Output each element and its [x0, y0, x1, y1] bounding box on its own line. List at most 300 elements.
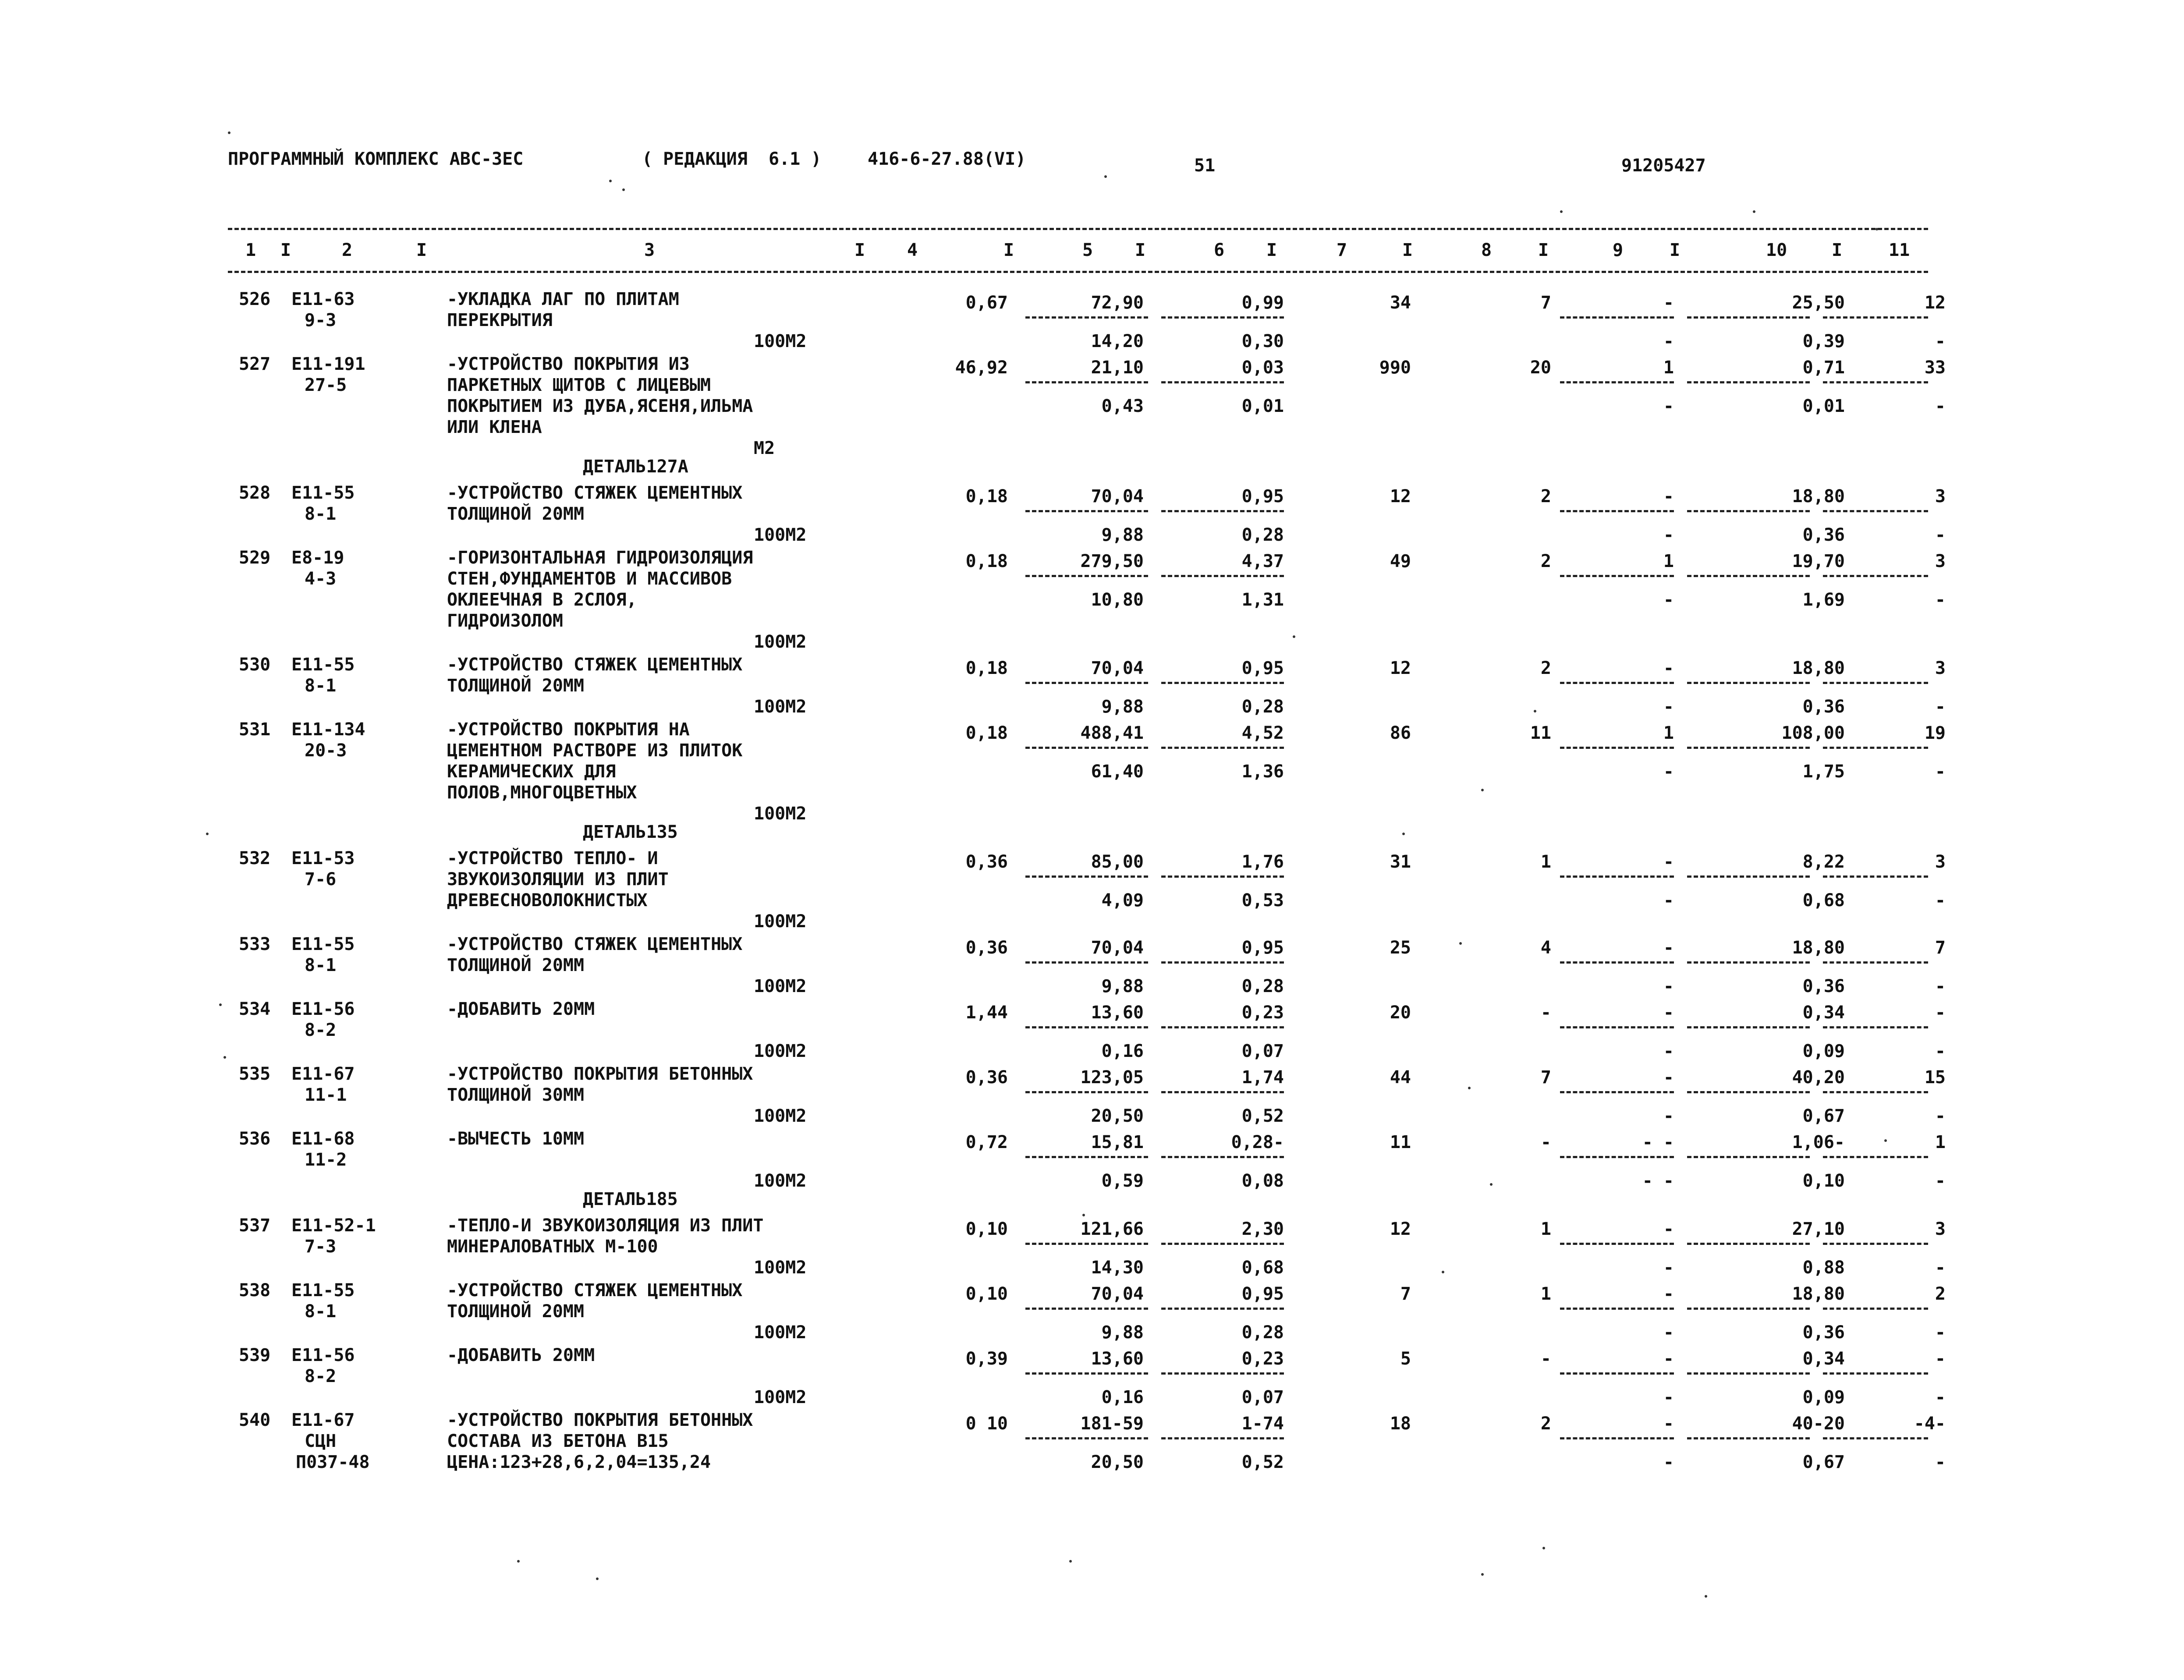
row-subcode: 4-3 — [305, 569, 337, 589]
row-description: -УСТРОЙСТВО ТЕПЛО- И — [447, 848, 658, 868]
row-code: Е11-191 — [291, 354, 365, 374]
value-separator — [1025, 1243, 1148, 1245]
row-quantity: 0,10 — [965, 1284, 1008, 1304]
row-col5-sub: 9,88 — [1101, 525, 1144, 545]
row-description: -УСТРОЙСТВО ПОКРЫТИЯ БЕТОННЫХ — [447, 1064, 753, 1084]
row-col5-main: 121,66 — [1080, 1219, 1144, 1239]
row-col11-sub: - — [1935, 1452, 1946, 1472]
row-col10-sub: 1,69 — [1802, 590, 1845, 610]
section-label: ДЕТАЛЬ127А — [583, 457, 688, 477]
value-separator — [1687, 575, 1810, 577]
row-col11-sub: - — [1935, 1171, 1946, 1191]
row-code: Е11-67 — [291, 1410, 355, 1430]
row-description: ДРЕВЕСНОВОЛОКНИСТЫХ — [447, 890, 648, 911]
row-quantity: 46,92 — [955, 358, 1008, 378]
row-unit: 100М2 — [754, 697, 807, 717]
row-col8: 20 — [1530, 358, 1551, 378]
value-separator — [1161, 875, 1284, 878]
column-header-5: 5 — [1082, 240, 1093, 260]
value-separator — [1823, 682, 1928, 684]
row-col11-sub: - — [1935, 762, 1946, 782]
row-col10-main: 0,71 — [1802, 358, 1845, 378]
row-col9-main: - — [1663, 658, 1674, 678]
row-col5-main: 181-59 — [1080, 1414, 1144, 1434]
row-col8: 1 — [1540, 1284, 1551, 1304]
value-separator — [1025, 682, 1148, 684]
row-subcode-2: П037-48 — [296, 1452, 370, 1472]
document-code: 91205427 — [1621, 156, 1706, 176]
value-separator — [1687, 1026, 1810, 1028]
row-col9-main: - — [1663, 1219, 1674, 1239]
row-col7: 12 — [1390, 486, 1411, 507]
value-separator — [1687, 682, 1810, 684]
row-number: 528 — [239, 483, 271, 503]
value-separator — [1161, 381, 1284, 383]
value-separator — [1823, 510, 1928, 512]
row-col6-sub: 0,07 — [1241, 1387, 1284, 1407]
row-col10-sub: 0,67 — [1802, 1452, 1845, 1472]
row-quantity: 0,39 — [965, 1349, 1008, 1369]
row-quantity: 0,67 — [965, 293, 1008, 313]
row-col5-sub: 61,40 — [1091, 762, 1144, 782]
value-separator — [1161, 1026, 1284, 1028]
row-col11-main: 15 — [1924, 1067, 1946, 1088]
row-subcode: 7-6 — [305, 869, 337, 890]
value-separator — [1161, 1372, 1284, 1375]
row-col5-main: 70,04 — [1091, 658, 1144, 678]
row-col8: 1 — [1540, 1219, 1551, 1239]
row-col9-main: - — [1663, 486, 1674, 507]
value-separator — [1161, 682, 1284, 684]
value-separator — [1025, 747, 1148, 749]
row-col11-sub: - — [1935, 976, 1946, 996]
value-separator — [1560, 747, 1674, 749]
column-header-11: 11 — [1889, 240, 1910, 260]
row-col5-main: 15,81 — [1091, 1132, 1144, 1152]
top-rule — [228, 228, 1928, 230]
row-description: ЦЕМЕНТНОМ РАСТВОРЕ ИЗ ПЛИТОК — [447, 741, 743, 761]
row-col7: 20 — [1390, 1003, 1411, 1023]
value-separator — [1687, 381, 1810, 383]
row-col11-main: 3 — [1935, 486, 1946, 507]
value-separator — [1687, 1372, 1810, 1375]
row-code: Е11-68 — [291, 1129, 355, 1149]
row-col7: 7 — [1400, 1284, 1411, 1304]
row-number: 535 — [239, 1064, 271, 1084]
row-col11-main: 19 — [1924, 723, 1946, 743]
row-col9-main: - - — [1642, 1132, 1674, 1152]
value-separator — [1161, 575, 1284, 577]
row-number: 530 — [239, 655, 271, 675]
row-col11-main: 7 — [1935, 938, 1946, 958]
row-number: 529 — [239, 548, 271, 568]
row-col10-sub: 0,01 — [1802, 396, 1845, 416]
row-code: Е11-67 — [291, 1064, 355, 1084]
value-separator — [1025, 381, 1148, 383]
row-col11-main: - — [1935, 1003, 1946, 1023]
row-col11-sub: - — [1935, 890, 1946, 911]
row-description: -УСТРОЙСТВО СТЯЖЕК ЦЕМЕНТНЫХ — [447, 1280, 743, 1301]
value-separator — [1560, 1308, 1674, 1310]
value-separator — [1161, 316, 1284, 319]
scan-speck — [1490, 1183, 1493, 1186]
row-col8: 11 — [1530, 723, 1551, 743]
row-code: Е11-53 — [291, 848, 355, 868]
value-separator — [1025, 1372, 1148, 1375]
scan-speck — [1293, 635, 1295, 638]
row-col11-sub: - — [1935, 590, 1946, 610]
scan-speck — [1069, 1560, 1072, 1563]
row-description: ЗВУКОИЗОЛЯЦИИ ИЗ ПЛИТ — [447, 869, 669, 890]
value-separator — [1560, 575, 1674, 577]
row-col8: 7 — [1540, 1067, 1551, 1088]
row-col11-main: - — [1935, 1349, 1946, 1369]
row-col11-main: 1 — [1935, 1132, 1946, 1152]
row-col9-sub: - — [1663, 525, 1674, 545]
row-col7: 990 — [1379, 358, 1411, 378]
value-separator — [1823, 575, 1928, 577]
row-col10-sub: 0,67 — [1802, 1106, 1845, 1126]
value-separator — [1823, 1243, 1928, 1245]
row-col5-main: 70,04 — [1091, 938, 1144, 958]
row-col9-main: 1 — [1663, 358, 1674, 378]
scan-speck — [1442, 1271, 1444, 1273]
value-separator — [1823, 961, 1928, 964]
row-subcode: 8-1 — [305, 504, 337, 524]
row-code: Е11-56 — [291, 999, 355, 1019]
row-col11-sub: - — [1935, 331, 1946, 351]
row-col6-sub: 0,52 — [1241, 1106, 1284, 1126]
value-separator — [1560, 316, 1674, 319]
row-col6-main: 1-74 — [1241, 1414, 1284, 1434]
row-col5-sub: 20,50 — [1091, 1452, 1144, 1472]
edition-label: ( РЕДАКЦИЯ 6.1 ) — [642, 149, 822, 169]
row-subcode: 8-1 — [305, 1301, 337, 1322]
row-code: Е11-134 — [291, 719, 365, 740]
row-col8: 2 — [1540, 658, 1551, 678]
row-col10-sub: 0,88 — [1802, 1258, 1845, 1278]
row-col10-sub: 0,09 — [1802, 1041, 1845, 1061]
row-col9-main: - — [1663, 1349, 1674, 1369]
column-header-4: 4 — [907, 240, 918, 260]
row-unit: 100М2 — [754, 1106, 807, 1126]
column-separator: I — [854, 240, 865, 260]
row-col8: 7 — [1540, 293, 1551, 313]
value-separator — [1687, 510, 1810, 512]
row-col10-main: 40,20 — [1792, 1067, 1845, 1088]
row-col6-main: 0,99 — [1241, 293, 1284, 313]
row-description: ПАРКЕТНЫХ ЩИТОВ С ЛИЦЕВЫМ — [447, 375, 711, 395]
row-col9-sub: - — [1663, 331, 1674, 351]
row-code: Е11-56 — [291, 1345, 355, 1365]
row-subcode: 11-2 — [305, 1150, 347, 1170]
row-col5-sub: 0,43 — [1101, 396, 1144, 416]
scan-speck — [1481, 789, 1484, 791]
row-description: ТОЛЩИНОЙ 20ММ — [447, 1301, 585, 1322]
row-col10-main: 19,70 — [1792, 551, 1845, 571]
row-col6-sub: 0,30 — [1241, 331, 1284, 351]
row-unit: 100М2 — [754, 911, 807, 932]
row-col6-sub: 1,36 — [1241, 762, 1284, 782]
row-quantity: 0 10 — [965, 1414, 1008, 1434]
row-unit: 100М2 — [754, 804, 807, 824]
column-separator: I — [1538, 240, 1549, 260]
row-col6-main: 0,23 — [1241, 1003, 1284, 1023]
row-description: -УСТРОЙСТВО ПОКРЫТИЯ БЕТОННЫХ — [447, 1410, 753, 1430]
column-separator: I — [1670, 240, 1681, 260]
row-subcode: 9-3 — [305, 310, 337, 330]
row-col6-sub: 0,28 — [1241, 976, 1284, 996]
row-col5-main: 21,10 — [1091, 358, 1144, 378]
row-col6-main: 2,30 — [1241, 1219, 1284, 1239]
row-quantity: 0,18 — [965, 486, 1008, 507]
value-separator — [1025, 1091, 1148, 1093]
scan-speck — [609, 180, 612, 182]
row-col11-main: 2 — [1935, 1284, 1946, 1304]
value-separator — [1687, 1243, 1810, 1245]
row-col5-sub: 9,88 — [1101, 697, 1144, 717]
value-separator — [1161, 1437, 1284, 1439]
row-col5-sub: 4,09 — [1101, 890, 1144, 911]
value-separator — [1161, 1091, 1284, 1093]
row-col9-main: - — [1663, 1003, 1674, 1023]
row-col5-sub: 9,88 — [1101, 976, 1144, 996]
row-number: 531 — [239, 719, 271, 740]
row-col5-main: 123,05 — [1080, 1067, 1144, 1088]
row-subcode: 8-1 — [305, 676, 337, 696]
scan-speck — [223, 1056, 226, 1059]
row-col6-main: 1,76 — [1241, 852, 1284, 872]
row-code: Е8-19 — [291, 548, 344, 568]
row-col11-main: 12 — [1924, 293, 1946, 313]
row-col9-sub: - — [1663, 1452, 1674, 1472]
project-code: 416-6-27.88(VI) — [868, 149, 1026, 169]
value-separator — [1560, 682, 1674, 684]
row-col7: 25 — [1390, 938, 1411, 958]
row-col8: 2 — [1540, 551, 1551, 571]
value-separator — [1560, 381, 1674, 383]
row-description: -УСТРОЙСТВО СТЯЖЕК ЦЕМЕНТНЫХ — [447, 655, 743, 675]
row-col6-sub: 0,28 — [1241, 1322, 1284, 1343]
row-description: -ДОБАВИТЬ 20ММ — [447, 1345, 595, 1365]
row-subcode: 8-2 — [305, 1366, 337, 1386]
row-unit: 100М2 — [754, 1387, 807, 1407]
row-col6-sub: 0,28 — [1241, 525, 1284, 545]
row-description: ГИДРОИЗОЛОМ — [447, 611, 563, 631]
row-unit: М2 — [754, 438, 775, 458]
row-code: Е11-63 — [291, 289, 355, 309]
scan-speck — [1542, 1547, 1545, 1549]
row-col6-sub: 0,08 — [1241, 1171, 1284, 1191]
row-col7: 86 — [1390, 723, 1411, 743]
row-quantity: 0,36 — [965, 938, 1008, 958]
row-col5-main: 488,41 — [1080, 723, 1144, 743]
value-separator — [1823, 1308, 1928, 1310]
value-separator — [1823, 1026, 1928, 1028]
row-col9-sub: - — [1663, 762, 1674, 782]
value-separator — [1025, 961, 1148, 964]
row-col11-sub: - — [1935, 396, 1946, 416]
row-col8: 2 — [1540, 1414, 1551, 1434]
value-separator — [1025, 510, 1148, 512]
value-separator — [1025, 1437, 1148, 1439]
value-separator — [1560, 1437, 1674, 1439]
row-col6-main: 0,23 — [1241, 1349, 1284, 1369]
value-separator — [1687, 1308, 1810, 1310]
row-col11-sub: - — [1935, 525, 1946, 545]
row-number: 538 — [239, 1280, 271, 1301]
value-separator — [1161, 1308, 1284, 1310]
scan-speck — [1104, 175, 1107, 178]
row-number: 540 — [239, 1410, 271, 1430]
column-header-3: 3 — [644, 240, 655, 260]
row-number: 532 — [239, 848, 271, 868]
row-col10-main: 18,80 — [1792, 938, 1845, 958]
value-separator — [1687, 875, 1810, 878]
row-subcode: СЦН — [305, 1431, 337, 1451]
row-number: 533 — [239, 934, 271, 954]
row-col8: 1 — [1540, 852, 1551, 872]
row-description: -УСТРОЙСТВО СТЯЖЕК ЦЕМЕНТНЫХ — [447, 934, 743, 954]
row-col10-main: 18,80 — [1792, 1284, 1845, 1304]
value-separator — [1560, 961, 1674, 964]
value-separator — [1823, 381, 1928, 383]
scan-speck — [517, 1560, 520, 1563]
row-col5-sub: 20,50 — [1091, 1106, 1144, 1126]
row-code: Е11-55 — [291, 934, 355, 954]
row-col7: 34 — [1390, 293, 1411, 313]
row-col6-main: 0,95 — [1241, 658, 1284, 678]
value-separator — [1161, 1243, 1284, 1245]
row-col10-main: 27,10 — [1792, 1219, 1845, 1239]
row-col11-main: 3 — [1935, 1219, 1946, 1239]
column-header-8: 8 — [1481, 240, 1492, 260]
row-col9-main: - — [1663, 1067, 1674, 1088]
row-col6-sub: 0,68 — [1241, 1258, 1284, 1278]
row-col9-sub: - — [1663, 396, 1674, 416]
column-header-1: 1 — [245, 240, 256, 260]
scan-speck — [1560, 210, 1563, 213]
row-col9-main: - — [1663, 1414, 1674, 1434]
scan-speck — [1481, 1573, 1484, 1576]
row-quantity: 1,44 — [965, 1003, 1008, 1023]
value-separator — [1823, 1437, 1928, 1439]
row-col10-main: 0,34 — [1802, 1349, 1845, 1369]
row-description: -УСТРОЙСТВО ПОКРЫТИЯ НА — [447, 719, 690, 740]
row-unit: 100М2 — [754, 1258, 807, 1278]
row-subcode: 20-3 — [305, 741, 347, 761]
scan-speck — [1459, 942, 1462, 945]
row-col9-sub: - — [1663, 1258, 1674, 1278]
row-col5-sub: 10,80 — [1091, 590, 1144, 610]
row-col9-main: - — [1663, 938, 1674, 958]
column-header-2: 2 — [342, 240, 353, 260]
scan-speck — [1753, 210, 1755, 213]
row-col6-sub: 0,28 — [1241, 697, 1284, 717]
row-col9-main: - — [1663, 293, 1674, 313]
scan-speck — [622, 188, 625, 191]
row-number: 539 — [239, 1345, 271, 1365]
row-unit: 100М2 — [754, 976, 807, 996]
row-unit: 100М2 — [754, 1171, 807, 1191]
row-col7: 31 — [1390, 852, 1411, 872]
row-col6-main: 0,28- — [1231, 1132, 1284, 1152]
row-col6-sub: 0,01 — [1241, 396, 1284, 416]
row-col7: 5 — [1400, 1349, 1411, 1369]
row-quantity: 0,18 — [965, 551, 1008, 571]
row-col5-sub: 0,59 — [1101, 1171, 1144, 1191]
row-description: ПОКРЫТИЕМ ИЗ ДУБА,ЯСЕНЯ,ИЛЬМА — [447, 396, 753, 416]
row-col9-sub: - - — [1642, 1171, 1674, 1191]
value-separator — [1025, 1026, 1148, 1028]
row-col9-sub: - — [1663, 697, 1674, 717]
row-unit: 100М2 — [754, 525, 807, 545]
row-unit: 100М2 — [754, 1041, 807, 1061]
row-col9-sub: - — [1663, 1041, 1674, 1061]
row-col11-sub: - — [1935, 1322, 1946, 1343]
value-separator — [1025, 575, 1148, 577]
row-description: ЦЕНА:123+28,6,2,04=135,24 — [447, 1452, 711, 1472]
value-separator — [1025, 1308, 1148, 1310]
row-col5-sub: 9,88 — [1101, 1322, 1144, 1343]
value-separator — [1560, 1372, 1674, 1375]
value-separator — [1823, 316, 1928, 319]
row-col7: 11 — [1390, 1132, 1411, 1152]
row-col10-sub: 1,75 — [1802, 762, 1845, 782]
row-col7: 18 — [1390, 1414, 1411, 1434]
value-separator — [1823, 1091, 1928, 1093]
row-col6-sub: 0,53 — [1241, 890, 1284, 911]
section-label: ДЕТАЛЬ185 — [583, 1189, 678, 1209]
row-number: 527 — [239, 354, 271, 374]
column-separator: I — [1135, 240, 1146, 260]
row-subcode: 8-2 — [305, 1020, 337, 1040]
row-quantity: 0,18 — [965, 723, 1008, 743]
row-col9-sub: - — [1663, 890, 1674, 911]
row-col9-sub: - — [1663, 1387, 1674, 1407]
column-header-9: 9 — [1613, 240, 1624, 260]
column-separator: I — [1402, 240, 1413, 260]
row-col9-main: - — [1663, 852, 1674, 872]
row-col11-main: 33 — [1924, 358, 1946, 378]
row-description: -ВЫЧЕСТЬ 10ММ — [447, 1129, 585, 1149]
value-separator — [1161, 961, 1284, 964]
row-number: 536 — [239, 1129, 271, 1149]
row-description: МИНЕРАЛОВАТНЫХ М-100 — [447, 1237, 658, 1257]
row-col11-sub: - — [1935, 1258, 1946, 1278]
scan-speck — [1705, 1595, 1707, 1598]
row-number: 534 — [239, 999, 271, 1019]
row-col5-main: 13,60 — [1091, 1349, 1144, 1369]
row-col10-sub: 0,36 — [1802, 1322, 1845, 1343]
row-col9-main: 1 — [1663, 551, 1674, 571]
scan-speck — [1876, 228, 1878, 230]
row-description: -ДОБАВИТЬ 20ММ — [447, 999, 595, 1019]
row-col10-main: 1,06- — [1792, 1132, 1845, 1152]
row-col5-main: 70,04 — [1091, 486, 1144, 507]
row-col7: 49 — [1390, 551, 1411, 571]
value-separator — [1823, 1372, 1928, 1375]
column-separator: I — [1266, 240, 1277, 260]
value-separator — [1025, 1156, 1148, 1158]
row-col10-main: 40-20 — [1792, 1414, 1845, 1434]
row-col9-sub: - — [1663, 976, 1674, 996]
scan-speck — [1402, 833, 1405, 835]
column-separator: I — [280, 240, 291, 260]
row-col10-sub: 0,68 — [1802, 890, 1845, 911]
row-col6-sub: 0,07 — [1241, 1041, 1284, 1061]
row-col10-sub: 0,39 — [1802, 331, 1845, 351]
